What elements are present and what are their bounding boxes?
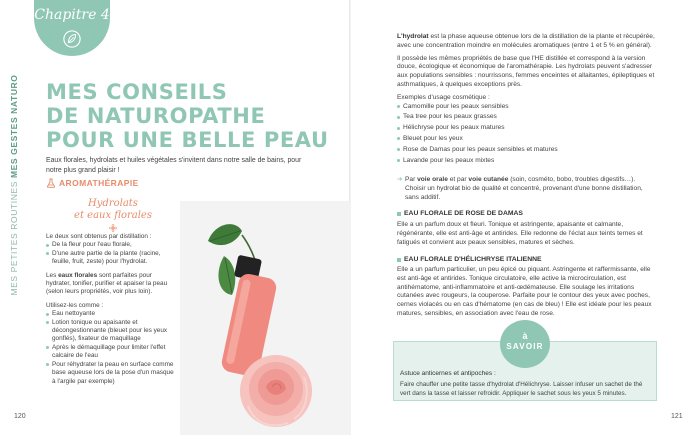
badge-savoir: SAVOIR bbox=[506, 342, 544, 351]
bold-term: L'hydrolat bbox=[397, 33, 429, 40]
flower-ornament-icon bbox=[109, 224, 117, 232]
bullet-item: Tea tree pour les peaux grasses bbox=[397, 113, 657, 122]
subheading-label: EAU FLORALE D'HÉLICHRYSE ITALIENNE bbox=[404, 256, 542, 263]
rose-description: Elle a un parfum doux et fleuri. Tonique et astringente, apaisante et calmante, régénérante, elle est anti-âge et antirides. Elle redonne de l'éclat aux teints ternes et fatigués et convient aux peaux sensibles, matures et sèches. bbox=[397, 221, 643, 246]
bullet-item: Eau nettoyante bbox=[46, 310, 174, 318]
bullet-item: Rose de Damas pour les peaux sensibles et matures bbox=[397, 146, 657, 155]
flask-icon bbox=[46, 178, 56, 188]
text-span: est la phase aqueuse obtenue lors de la distillation de la plante et récupérée, avec une concentration moindre en molécules aromatiques (entre 1 et 5 % en général). bbox=[397, 33, 655, 49]
side-label bbox=[4, 40, 18, 340]
subheading bbox=[397, 256, 542, 263]
tip-text: Faire chauffer une petite tasse d'hydrolat d'Hélichryse. Laisser infuser un sachet de thé vert dans la tasse et laisser refroidir. Appliquer le sachet sous les yeux 5 minutes. bbox=[400, 381, 643, 397]
bullet-item: D'une autre partie de la plante (racine, feuille, fruit, zeste) pour l'hydrolat. bbox=[46, 250, 174, 267]
chapter-label: Chapitre 4 bbox=[34, 7, 110, 23]
page-number-right: 121 bbox=[671, 413, 683, 420]
section-heading bbox=[46, 178, 139, 188]
intro-text: Eaux florales, hydrolats et huiles végétales s'invitent dans notre salle de bains, pour notre plus grand plaisir ! bbox=[46, 157, 302, 174]
title-line: DE NATUROPATHE bbox=[46, 104, 266, 128]
text-span: Les bbox=[46, 271, 59, 279]
paragraph: Le deux sont obtenus par distillation : bbox=[46, 233, 152, 240]
subtitle-line: Hydrolats bbox=[88, 198, 138, 209]
bullet-item: Pour réhydrater la peau en surface comme base aqueuse lors de la pose d'un masque à l'argile par exemple) bbox=[46, 361, 174, 386]
text-span: Par bbox=[405, 176, 418, 183]
subtitle-line: et eaux florales bbox=[74, 210, 152, 221]
subheading-label: EAU FLORALE DE ROSE DE DAMAS bbox=[404, 210, 523, 217]
paragraph: Utilisez-les comme : bbox=[46, 301, 104, 309]
paragraph: Il possède les mêmes propriétés de base que l'HE distillée et correspond à la version douce, écologique et économique de l'aromathérapie. Les hydrolats peuvent s'adresser aux populations sensibles : nourrissons, femmes enceintes et allaitantes, épileptiques et asthmatiques, à quelques exceptions près. bbox=[397, 54, 655, 88]
bullet-item: De la fleur pour l'eau florale, bbox=[46, 241, 174, 249]
bold-term: voie orale bbox=[417, 176, 448, 183]
bullet-item: Après le démaquillage pour limiter l'effet calcaire de l'eau bbox=[46, 344, 174, 361]
bullet-item: Lavande pour les peaux mixtes bbox=[397, 157, 657, 166]
title-line: MES CONSEILS bbox=[46, 80, 228, 104]
side-label-part2: MES GESTES NATURO bbox=[9, 74, 19, 179]
arrow-icon: ➔ bbox=[397, 176, 403, 183]
subheading bbox=[397, 210, 523, 217]
bold-term: voie cutanée bbox=[468, 176, 509, 183]
text-span: et par bbox=[447, 176, 469, 183]
left-text-block bbox=[46, 233, 174, 386]
text-span: sont parfaites pour hydrater, tonifier, purifier et apaiser la peau (selon leurs propriétés, voir plus loin). bbox=[46, 271, 168, 296]
bullet-item: Hélichryse pour les peaux matures bbox=[397, 124, 657, 133]
paragraph: Exemples d'usage cosmétique : bbox=[397, 93, 490, 101]
section-label: AROMATHÉRAPIE bbox=[59, 178, 139, 188]
product-photo bbox=[180, 201, 350, 435]
helichryse-description: Elle a un parfum particulier, un peu épicé ou piquant. Astringente et raffermissante, elle est anti-âge et antirides. Tonique circulatoire, elle active la microcirculation, est antihématome, anti-inflammatoire et anti-œdémateuse. Elle soulage les irritations cutanées avec rougeurs, la couperose. Parfaite pour le contour des yeux avec poches, cernes violacés ou en cas d'hématome (en cas de bleu) ! Elle est idéale pour les peaux matures, sensibles, en association avec l'eau de rose. bbox=[397, 266, 652, 317]
page-number-left: 120 bbox=[14, 413, 26, 420]
badge-a: à bbox=[522, 331, 528, 341]
leaf-icon bbox=[63, 30, 81, 48]
bold-term: eaux florales bbox=[58, 271, 98, 279]
rose-bottle-illustration bbox=[180, 201, 350, 435]
usage-note bbox=[397, 176, 655, 202]
paragraph bbox=[397, 33, 657, 51]
page-title bbox=[46, 80, 346, 152]
savoir-badge bbox=[500, 320, 550, 368]
paragraph bbox=[46, 272, 174, 297]
title-line: POUR UNE BELLE PEAU bbox=[46, 128, 329, 152]
side-label-part1: MES PETITES ROUTINES bbox=[9, 181, 19, 296]
bullet-item: Lotion tonique ou apaisante et décongestionnante (bleuet pour les yeux gonflés), fixateur de maquillage bbox=[46, 319, 174, 344]
bullet-item: Camomille pour les peaux sensibles bbox=[397, 103, 657, 112]
right-intro-block bbox=[397, 33, 657, 165]
chapter-tab bbox=[34, 0, 110, 56]
square-bullet-icon bbox=[397, 212, 401, 216]
square-bullet-icon bbox=[397, 258, 401, 262]
bullet-item: Bleuet pour les yeux bbox=[397, 135, 657, 144]
text-span: (soin, cosméto, bobo, troubles digestifs…). Choisir un hydrolat bio de qualité et concentré, provenant d'une bonne distillation, sans additif. bbox=[405, 176, 643, 201]
tip-title: Astuce anticernes et antipoches : bbox=[400, 370, 496, 377]
subtitle bbox=[58, 198, 168, 232]
